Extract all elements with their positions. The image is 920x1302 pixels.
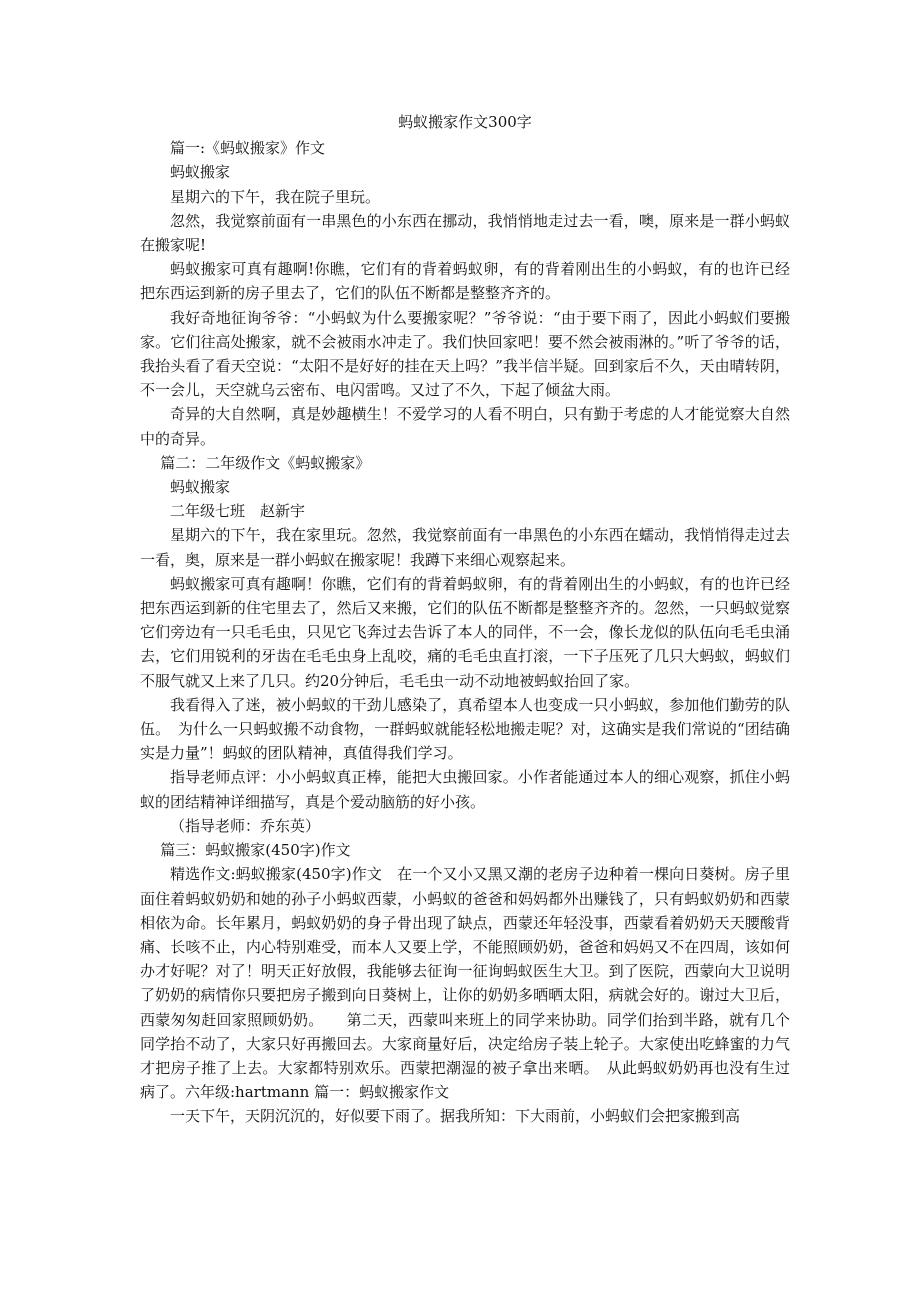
section-heading: 篇三：蚂蚁搬家(450字)作文	[160, 841, 351, 860]
document-title: 蚂蚁搬家作文300字	[398, 113, 532, 131]
paragraph: 星期六的下午，我在院子里玩。	[170, 187, 381, 206]
paragraph: 二年级七班 赵新宇	[170, 502, 306, 521]
paragraph: 蚂蚁搬家	[170, 163, 231, 182]
paragraph: 一天下午，天阴沉沉的，好似要下雨了。据我所知：下大雨前，小蚂蚁们会把家搬到高	[170, 1107, 741, 1126]
paragraph: 我好奇地征询爷爷：“小蚂蚁为什么要搬家呢？”爷爷说：“由于要下雨了，因此小蚂蚁们要搬家。它们往高处搬家，就不会被雨水冲走了。我们快回家吧！要不然会被雨淋的。”听了爷爷的话，我抬头看了看天空说：“太阳不是好好的挂在天上吗？”我半信半疑。回到家后不久，天由晴转阴，不一会儿，天空就乌云密布、电闪雷鸣。又过了不久，下起了倾盆大雨。	[140, 308, 790, 400]
paragraph: 篇一:《蚂蚁搬家》作文	[170, 139, 326, 158]
document-page	[140, 110, 790, 1129]
paragraph: 奇异的大自然啊，真是妙趣横生！不爱学习的人看不明白，只有勤于考虑的人才能觉察大自然中的奇异。	[140, 405, 790, 448]
paragraph: 指导老师点评：小小蚂蚁真正棒，能把大虫搬回家。小作者能通过本人的细心观察，抓住小蚂蚁的团结精神详细描写，真是个爱动脑筋的好小孩。	[140, 768, 790, 811]
paragraph: （指导老师：乔东英）	[170, 816, 321, 835]
paragraph: 精选作文:蚂蚁搬家(450字)作文 在一个又小又黑又潮的老房子边种着一棵向日葵树。房子里面住着蚂蚁奶奶和她的孙子小蚂蚁西蒙，小蚂蚁的爸爸和妈妈都外出赚钱了，只有蚂蚁奶奶和西蒙相依为命。长年累月，蚂蚁奶奶的身子骨出现了缺点，西蒙还年轻没事，西蒙看着奶奶天天腰酸背痛、长咳不止，内心特别难受，而本人又要上学，不能照顾奶奶，爸爸和妈妈又不在四周，该如何办才好呢？对了！明天正好放假，我能够去征询一征询蚂蚁医生大卫。到了医院，西蒙向大卫说明了奶奶的病情你只要把房子搬到向日葵树上，让你的奶奶多晒晒太阳，病就会好的。谢过大卫后，西蒙匆匆赶回家照顾奶奶。 第二天，西蒙叫来班上的同学来协助。同学们抬到半路，就有几个同学抬不动了，大家只好再搬回去。大家商量好后，决定给房子装上轮子。大家使出吃蜂蜜的力气才把房子推了上去。大家都特别欢乐。西蒙把潮湿的被子拿出来晒。 从此蚂蚁奶奶再也没有生过病了。六年级:hartmann 篇一：蚂蚁搬家作文	[140, 865, 790, 1102]
paragraph: 蚂蚁搬家	[170, 478, 231, 497]
paragraph: 忽然，我觉察前面有一串黑色的小东西在挪动，我悄悄地走过去一看，噢，原来是一群小蚂蚁在搬家呢!	[140, 211, 790, 255]
paragraph: 蚂蚁搬家可真有趣啊！你瞧，它们有的背着蚂蚁卵，有的背着刚出生的小蚂蚁，有的也许已经把东西运到新的住宅里去了，然后又来搬，它们的队伍不断都是整整齐齐的。忽然，一只蚂蚁觉察它们旁边有一只毛毛虫，只见它飞奔过去告诉了本人的同伴，不一会，像长龙似的队伍向毛毛虫涌去，它们用锐利的牙齿在毛毛虫身上乱咬，痛的毛毛虫直打滚，一下子压死了几只大蚂蚁，蚂蚁们不服气就又上来了几只。约20分钟后，毛毛虫一动不动地被蚂蚁抬回了家。	[140, 574, 790, 690]
paragraph: 我看得入了迷，被小蚂蚁的干劲儿感染了，真希望本人也变成一只小蚂蚁，参加他们勤劳的队伍。 为什么一只蚂蚁搬不动食物，一群蚂蚁就能轻松地搬走呢？对，这确实是我们常说的“团结确实是力量”！蚂蚁的团队精神，真值得我们学习。	[140, 695, 790, 763]
section-heading: 篇二：二年级作文《蚂蚁搬家》	[160, 453, 371, 472]
paragraph: 星期六的下午，我在家里玩。忽然，我觉察前面有一串黑色的小东西在蠕动，我悄悄得走过去一看，奥，原来是一群小蚂蚁在搬家呢！我蹲下来细心观察起来。	[140, 526, 790, 569]
paragraph: 蚂蚁搬家可真有趣啊!你瞧，它们有的背着蚂蚁卵，有的背着刚出生的小蚂蚁，有的也许已经把东西运到新的房子里去了，它们的队伍不断都是整整齐齐的。	[140, 260, 790, 303]
